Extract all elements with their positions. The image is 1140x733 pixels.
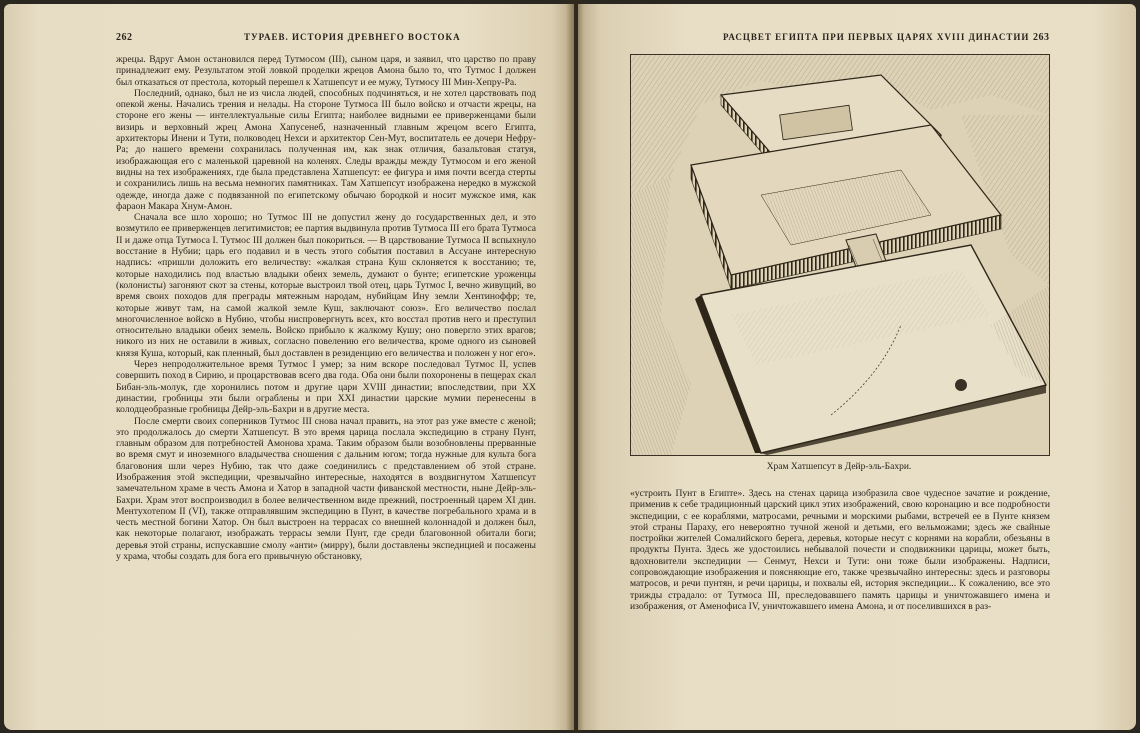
right-body-text — [630, 488, 1050, 612]
figure-caption: Храм Хатшепсут в Дейр-эль-Бахри. — [766, 462, 912, 472]
left-body-text — [116, 54, 536, 562]
left-page — [4, 4, 574, 730]
left-paragraph-1: жрецы. Вдруг Амон остановился перед Тутмосом (III), сыном царя, и заявил, что царство по праву принадлежит ему. Результатом этой ловкой проделки жрецов Амона было то, что Тутмос I должен был отказаться от престола, который перешел к Хатшепсут и ее мужу, Тутмосу III Мин-Хепру-Ра. — [116, 54, 536, 88]
right-page-number: 263 — [1033, 32, 1050, 43]
temple-illustration — [630, 54, 1050, 456]
left-paragraph-2: Последний, однако, был не из числа людей, способных подчиняться, и не хотел царствовать под опекой жены. Начались трения и нелады. На стороне Тутмоса III было войско и отчасти жрецы, на стороне его жены — интеллектуальные силы Египта; наиболее видными ее приверженцами были визирь и верховный жрец Амона Хапусенеб, назначенный главным жрецом всего Египта, архитекторы Инени и Тути, полководец Нехси и архитектор Сен-Мут, воспитатель ее дочери Нефру-Ра; до нашего времени сохранилась полученная им, как знак отличия, базальтовая статуя, изображающая его с маленькой царевной на коленях. Следы вражды между Тутмосом и его женой видны на тех изображениях, где была представлена Хатшепсут: ее фигура и имя почти всегда стерты и сохранились лишь на весьма немногих памятниках. Там Хатшепсут изображена нередко в мужской одежде, иногда даже с подвязанной по египетскому обычаю бородкой и носит мужское имя, как фараон Макара Хнум-Амон. — [116, 87, 536, 212]
temple-engraving-svg — [631, 55, 1049, 455]
left-paragraph-5: После смерти своих соперников Тутмос III снова начал править, на этот раз уже вместе с женой; это продолжалось до смерти Хатшепсут. В это время царица послала экспедицию в страну Пунт, главным образом для потребностей Амонова храма. Таким образом были возобновлены прерванные во время смут и иноземного владычества сношения с дальним югом; тогда нужные для культа бога благовония шли через Нубию, так что даже соединились с представлением об этой стране. Изображения этой экспедиции, чрезвычайно интересные, находятся в воздвигнутом Хатшепсут замечательном храме в честь Амона и Хатор в западной части фиванской местности, ныне Дейр-эль-Бахри. Храм этот воспроизводил в более величественном виде прежний, построенный царем XI дин. Ментухотепом II (VI), также отправлявшим экспедицию в Пунт, в качестве погребального храма и в честь местной богини Хатор. Он был выстроен на террасах со внешней колоннадой и должен был, как некоторые полагают, изображать террасы земли Пунт, где среди благовонной обитали боги; деревья этой страны, испускавшие смолу «анти» (мирру), были доставлены экспедицией и посажены у храма, чтобы создать для бога его привычную обстановку, — [116, 415, 536, 563]
right-paragraph-1: «устроить Пунт в Египте». Здесь на стенах царица изобразила свое чудесное зачатие и рождение, применив к себе традиционный царский цикл этих изображений, свою коронацию и все подробности экспедиции, с ее кораблями, матросами, речными и морскими рыбами, встречей ее в Пунте князем этой страны Параху, его невероятно тучной женой и детьми, его вельможами; здесь же свайные постройки жителей Сомалийского берега, деревья, которые несут с корнями на корабли, обезьяны в продукты Пунта. Здесь же удостоились небывалой почести и сподвижники царицы, может быть, вдохновители экспедиции — Сенмут, Нехси и Тути: они тоже были изображены. Надписи, сопровождающие изображения и поясняющие его, также чрезвычайно интересны: здесь и разговоры матросов, и речи пунтян, и речи царицы, и похвалы ей, история экспедиции... К сожалению, все это трижды страдало: от Тутмоса III, преследовавшего память царицы и уничтожавшего имена и изображения, от Аменофиса IV, уничтожавшего имена Амона, и от поселившихся в раз- — [630, 488, 1050, 612]
left-paragraph-4: Через непродолжительное время Тутмос I умер; за ним вскоре последовал Тутмос II, успев совершить поход в Сирию, и процарствовав всего два года. Оба они были похоронены в пещерах скал Бибан-эль-молук, где хоронились потом и другие цари XVIII династии; впоследствии, при XX династии, гробницы эти были ограблены и при XXI династии царские мумии перенесены в колодцеобразные гробницы Дейр-эль-Бахри и в другие места. — [116, 359, 536, 416]
left-page-number: 262 — [116, 32, 133, 43]
left-paragraph-3: Сначала все шло хорошо; но Тутмос III не допустил жену до государственных дел, и это возмутило ее приверженцев легитимистов; ее партия выдвинула против Тутмоса III его брата Тутмоса II и даже отца Тутмоса I. Тутмос III должен был покориться. — В царствование Тутмоса II вспыхнуло восстание в Нубии; царь его подавил и в честь этого события поставил в Ассуане интересную надпись: «пришли доложить его величеству: «жалкая страна Куш склоняется к восстанию; те, которые находились под властью владыки обеих земель, думают о бунте; египетские уроженцы (колонисты) загоняют скот за стены, которые выстроил твой отец, царь Тутмос I, вечно живущий, во время своих походов для преграды мятежным народам, нубийцам Ину земли Хентиноффр; те, которые живут там, на самой жалкой земле Куш, заключают союз». Его величество послал многочисленное войско в Нубию, чтобы ниспровергнуть всех, кто восстал против него и преступил относительно владыки обеих земель. Войско прибыло к жалкому Кушу; оно повергло этих врагов; никого из них не оставили в живых, согласно повелению его величества, кроме одного из сыновей князя Куша, который, как пленный, был доставлен в резиденцию его величества и положен у ног его». — [116, 212, 536, 359]
left-running-head: ТУРАЕВ. ИСТОРИЯ ДРЕВНЕГО ВОСТОКА — [244, 32, 461, 42]
book-gutter — [566, 0, 584, 733]
right-running-head: РАСЦВЕТ ЕГИПТА ПРИ ПЕРВЫХ ЦАРЯХ XVIII ДИНАСТИИ — [723, 32, 1030, 42]
gateway-structure — [955, 379, 967, 391]
right-page — [578, 4, 1136, 730]
